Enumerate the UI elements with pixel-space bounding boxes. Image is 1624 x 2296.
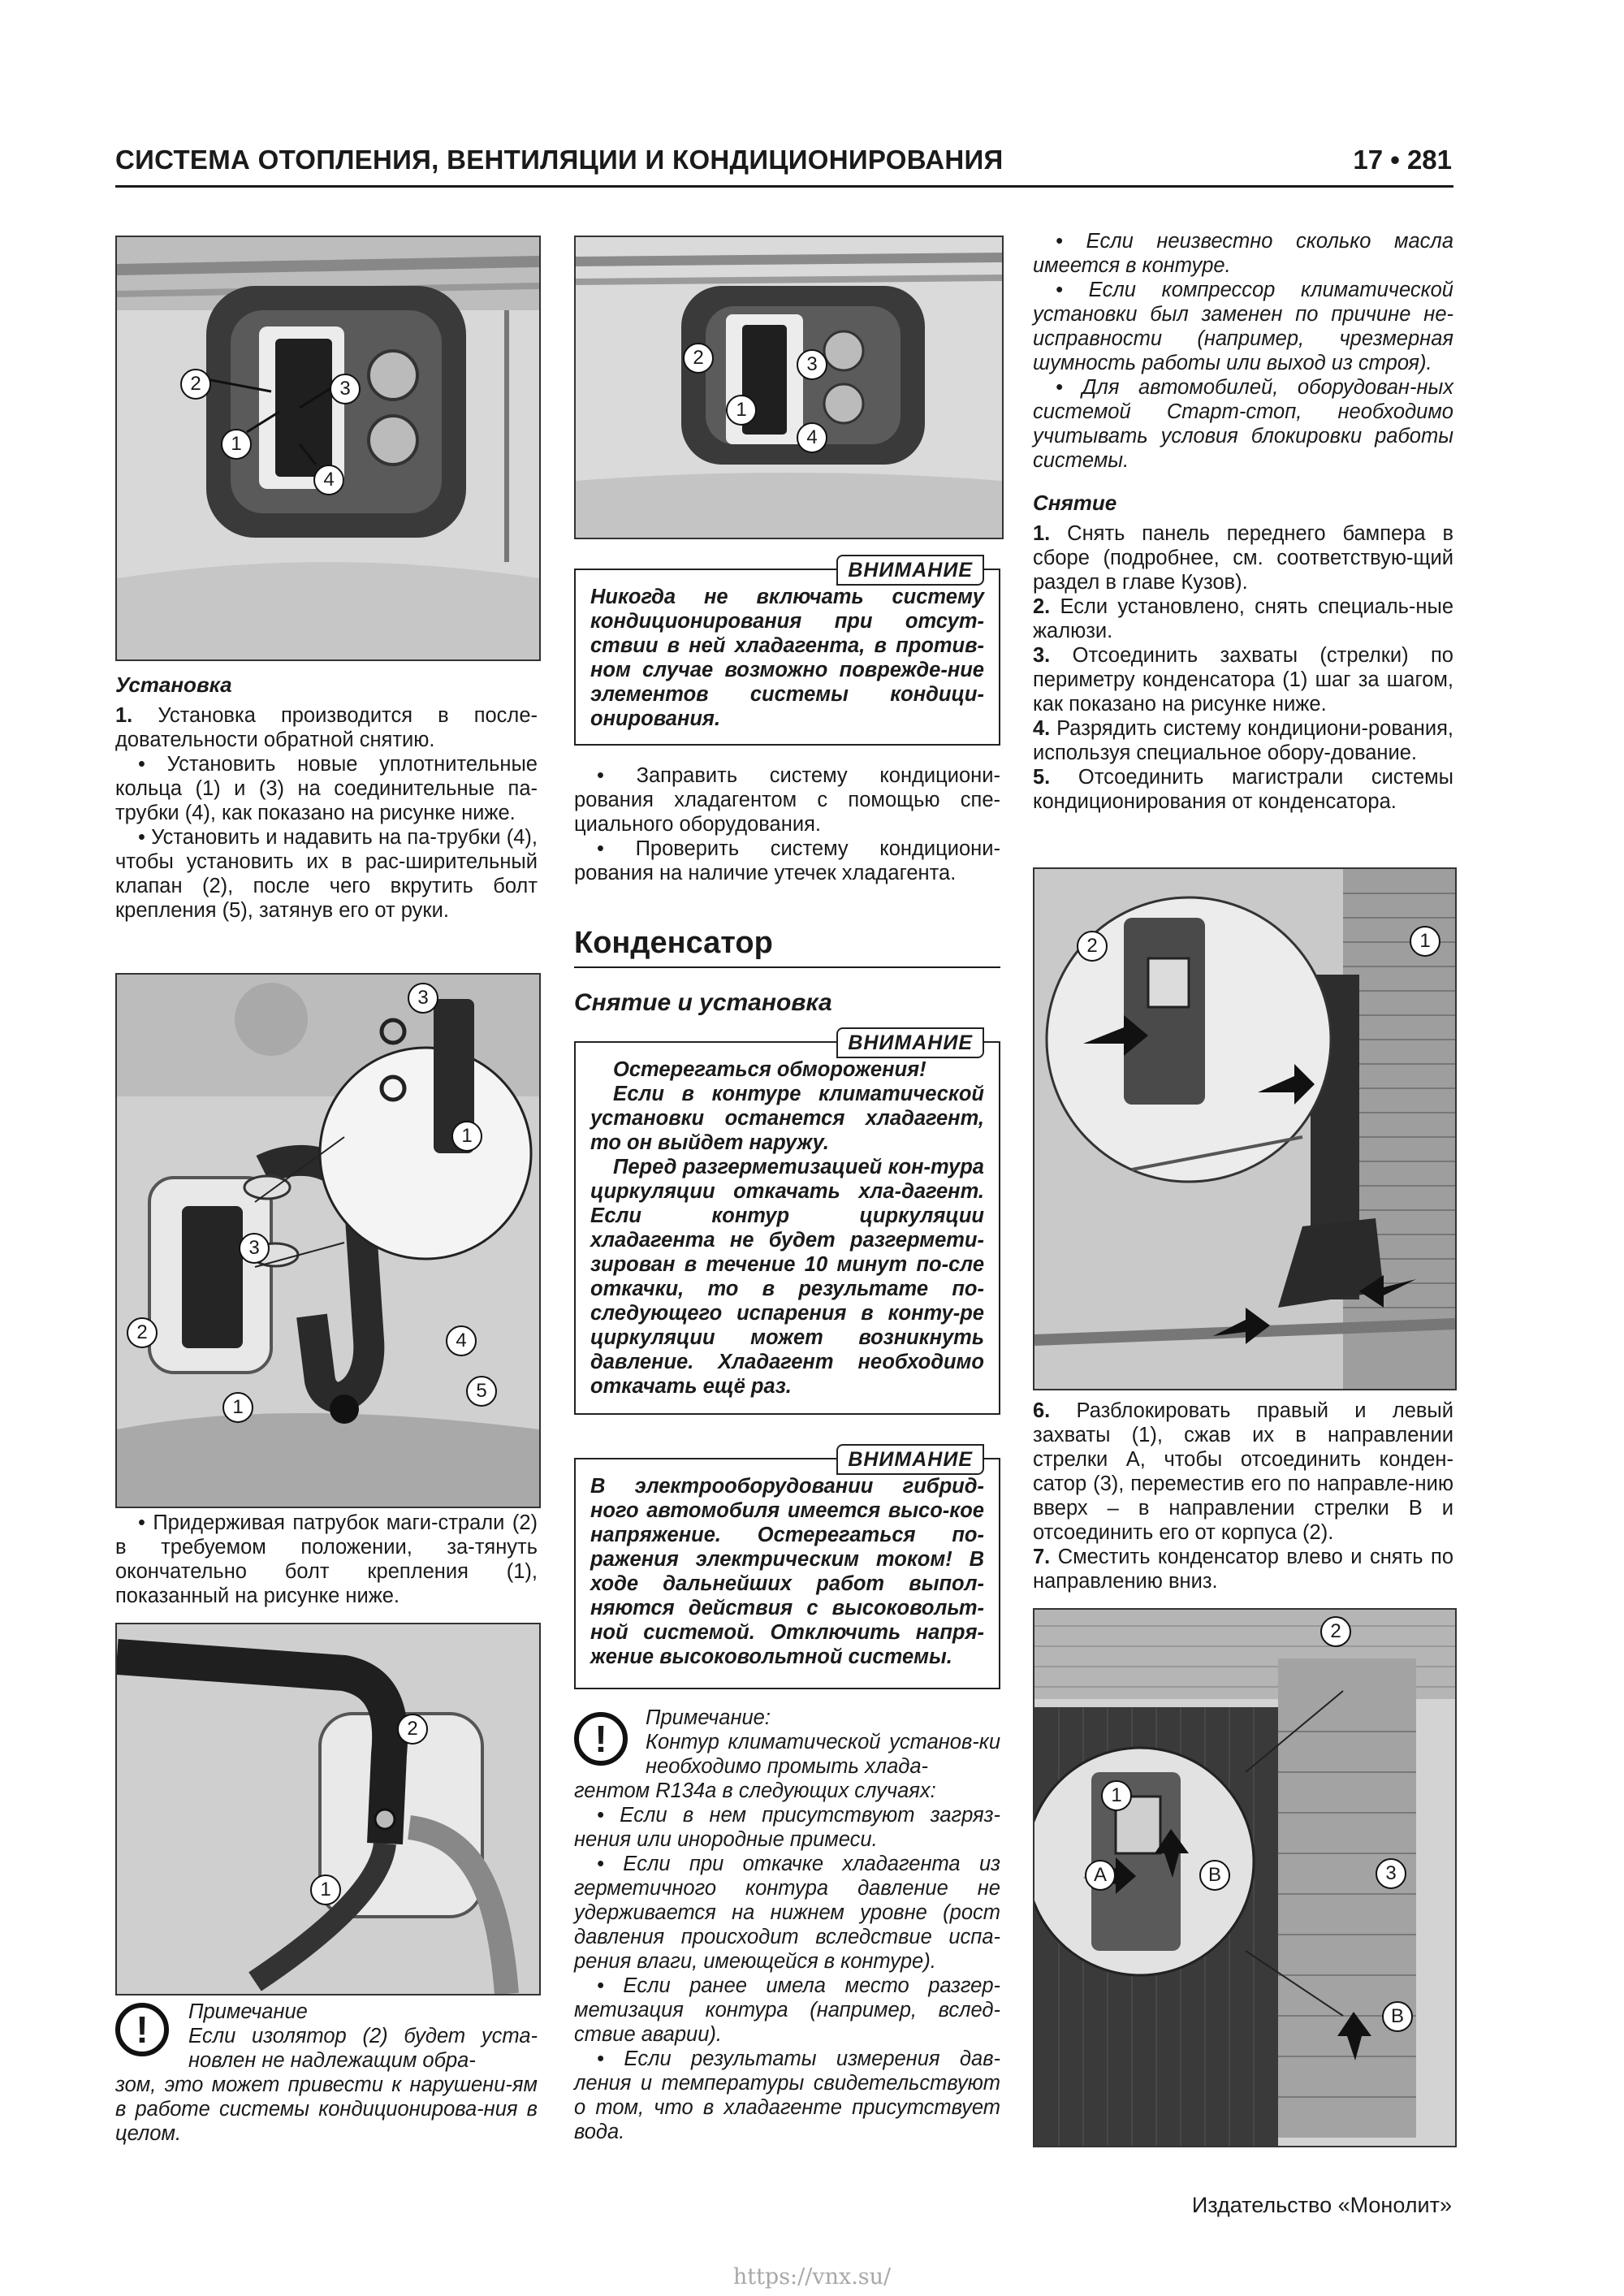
note-2-line-2: гентом R134a в следующих случаях: [574,1779,936,1802]
note-exclamation-icon: ! [115,2003,169,2056]
step-number: 1. [115,704,133,727]
removal-step-1: Снять панель переднего бампера в сборе (подробнее, см. соответствую-щий раздел в главе Кузов). [1033,522,1453,594]
refill-bullet: • Заправить систему кондициони-рования хладагентом с помощью спе-циального оборудования. [574,764,1000,836]
callout-3: 3 [1376,1858,1406,1889]
figure-expansion-valve-top [115,236,541,661]
callout-arrow-a: A [1085,1860,1116,1891]
figure-condenser-clips [1033,867,1457,1390]
callout-1: 1 [310,1874,341,1905]
callout-3: 3 [239,1233,270,1264]
install-bullet-1: • Установить новые уплотнительные кольца (1) и (3) на соединительные па-трубки (4), как показано на рисунке ниже. [115,753,538,824]
removal-step-2: Если установлено, снять специаль-ные жалюзи. [1033,595,1453,642]
step-number: 3. [1033,644,1051,667]
note-2-bullet-1: • Если в нем присутствуют загряз-нения или инородные примеси. [574,1804,1000,1851]
header-divider [115,185,1453,188]
flush-case-compressor: • Если компрессор климатической установки был заменен по причине не-исправности (например, чрезмерная шумность работы или выход из строя). [1033,279,1453,374]
callout-4: 4 [313,465,344,495]
removal-step-4: Разрядить систему кондициони-рования, используя специальное обору-дование. [1033,717,1453,764]
step-number: 1. [1033,522,1051,545]
section-divider [574,966,1000,968]
warning-box-3 [574,1448,1000,1689]
callout-5: 5 [466,1376,497,1407]
install-bullet-2: • Установить и надавить на па-трубки (4), чтобы установить их в рас-ширительный клапан (2), после чего вкрутить болт крепления (5), затянув его от руки. [115,826,538,922]
step-number: 5. [1033,766,1051,789]
callout-4: 4 [797,422,827,453]
note-title: Примечание [188,2000,308,2023]
removal-step-3: Отсоединить захваты (стрелки) по периметру конденсатора (1) шаг за шагом, как показано на рисунке ниже. [1033,644,1453,716]
step-number: 4. [1033,717,1051,740]
note-exclamation-icon: ! [574,1712,628,1766]
figure-line-bolt [115,1623,541,1995]
callout-1: 1 [1101,1780,1132,1811]
step1-text: Установка производится в после-довательности обратной снятию. [115,704,538,751]
note-2-line-1: Контур климатической установ-ки необходимо промыть хлада- [646,1731,1000,1778]
warning-tag: ВНИМАНИЕ [836,555,984,586]
figure-expansion-valve-install [115,973,541,1508]
figure-expansion-valve-small [574,236,1004,539]
page-header-title: СИСТЕМА ОТОПЛЕНИЯ, ВЕНТИЛЯЦИИ И КОНДИЦИОНИРОВАНИЯ [115,145,1004,175]
note-col1 [188,2000,538,2073]
note-2-title: Примечание: [646,1706,771,1729]
callout-3: 3 [797,349,827,380]
warning-tag: ВНИМАНИЕ [836,1027,984,1058]
warning-box-2 [574,1031,1000,1415]
note-2-bullet-2: • Если при откачке хладагента из герметичного контура давление не удерживается на нижнем уровне (рост давления происходит вследствие испа-рения влаги, имеющейся в контуре). [574,1853,1000,1973]
note-2-bullet-4: • Если результаты измерения дав-ления и температуры свидетельствуют о том, что в хладагенте присутствует вода. [574,2047,1000,2143]
callout-2: 2 [127,1317,158,1348]
note-text-a: Если изолятор (2) будет уста-новлен не надлежащим обра- [188,2025,538,2072]
publisher-footer: Издательство «Монолит» [1191,2193,1452,2217]
removal-heading: Снятие [1033,491,1117,515]
warning-tag: ВНИМАНИЕ [836,1444,984,1475]
removal-step-7: Сместить конденсатор влево и снять по направлению вниз. [1033,1546,1453,1593]
page-number: 17 • 281 [1353,145,1452,175]
install-bullet-3: • Придерживая патрубок маги-страли (2) в требуемом положении, за-тянуть окончательно болт крепления (1), показанный на рисунке ниже. [115,1511,538,1607]
figure-condenser-removal [1033,1608,1457,2147]
section-title-condenser: Конденсатор [574,926,773,960]
warning-2-line-3: Перед разгерметизацией кон-тура циркуляции откачать хла-дагент. Если контур циркуляции хладагента не будет разгермети-зирован в течение 10 минут по-сле откачки, то в результате по-следующего испарения в конту-ре циркуляции может возникнуть давление. Хладагент необходимо откачать ещё раз. [590,1156,984,1398]
callout-1: 1 [222,1392,253,1423]
callout-arrow-b: B [1199,1860,1230,1891]
note-2-bullet-3: • Если ранее имела место разгер-метизация контура (например, вслед-ствие аварии). [574,1974,1000,2046]
callout-2: 2 [397,1714,428,1745]
callout-1: 1 [221,429,252,460]
warning-2-line-1: Остерегаться обморожения! [613,1058,926,1081]
step-number: 6. [1033,1399,1051,1422]
warning-2-line-2: Если в контуре климатической установки останется хладагент, то он выйдет наружу. [590,1083,984,1154]
callout-2: 2 [683,343,714,374]
note-text-b: зом, это может привести к нарушени-ям в работе системы кондиционирова-ния в целом. [115,2073,538,2145]
step-number: 2. [1033,595,1051,618]
step-number: 7. [1033,1546,1051,1568]
removal-step-6: Разблокировать правый и левый захваты (1), сжав их в направлении стрелки А, чтобы отсоединить конден-сатор (3), переместив его по направле-нию вверх – в направлении стрелки В и отсоединить его от корпуса (2). [1033,1399,1453,1544]
callout-2: 2 [1320,1616,1351,1647]
callout-2: 2 [1077,931,1108,962]
callout-1: 1 [451,1121,482,1152]
warning-1-text: Никогда не включать систему кондиционирования при отсут-ствии в ней хладагента, в против-ном случае возможно поврежде-ние элементов системы кондици-онирования. [590,586,984,730]
callout-arrow-b: B [1382,2001,1413,2032]
callout-3: 3 [408,983,438,1014]
warning-box-1 [574,559,1000,746]
install-heading: Установка [115,672,232,697]
callout-3: 3 [330,374,361,404]
callout-1: 1 [726,395,757,426]
source-watermark: https://vnx.su/ [732,2264,892,2290]
callout-1: 1 [1410,926,1440,957]
leak-check-bullet: • Проверить систему кондициони-рования на наличие утечек хладагента. [574,837,1000,884]
warning-3-text: В электрооборудовании гибрид-ного автомобиля имеется высо-кое напряжение. Остерегаться по-ражения электрическим током! В ходе дальнейших работ выпол-няются действия с высоковольт-ной системой. Отключить напря-жение высоковольтной системы. [590,1475,984,1668]
flush-case-start-stop: • Для автомобилей, оборудован-ных системой Старт-стоп, необходимо учитывать условия блокировки работы системы. [1033,376,1453,472]
removal-step-5: Отсоединить магистрали системы кондиционирования от конденсатора. [1033,766,1453,813]
flush-case-oil: • Если неизвестно сколько масла имеется в контуре. [1033,230,1453,277]
subsection-title: Снятие и установка [574,989,832,1016]
callout-4: 4 [446,1325,477,1356]
callout-2: 2 [180,369,211,400]
